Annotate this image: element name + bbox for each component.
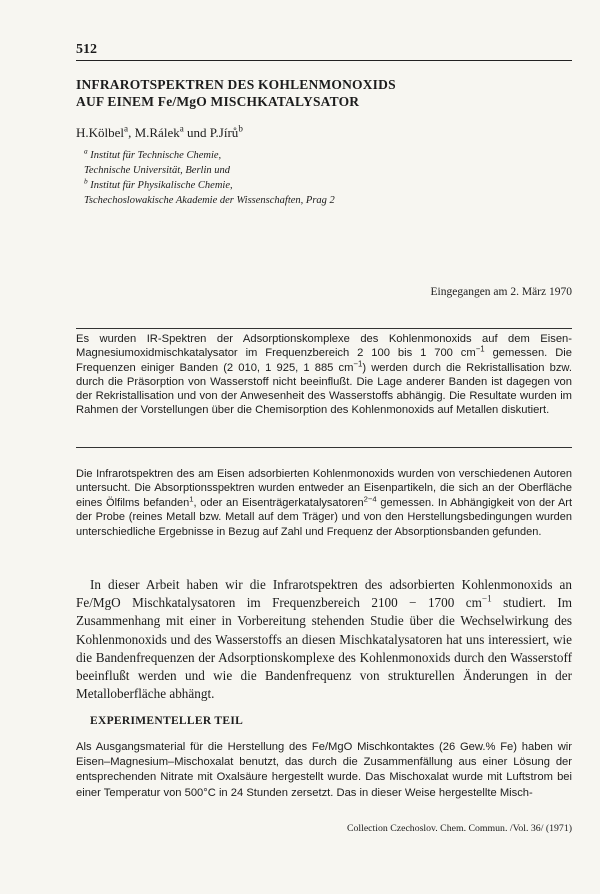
unit-exponent: −1: [481, 593, 492, 604]
title-line-1: INFRAROTSPEKTREN DES KOHLENMONOXIDS: [76, 77, 396, 92]
intro-paragraph-2: [76, 576, 572, 703]
author-2-affil: a: [179, 123, 184, 134]
reference-marker: 1: [189, 494, 194, 504]
author-separator: ,: [128, 125, 135, 140]
abstract: [76, 332, 572, 418]
intro-text: studiert. Im Zusammenhang mit einer in Vorbereitung stehenden Studie über die Wechselwirkung des Kohlenmonoxids und des Wasserstoffs an diesen Mischkatalysatoren hat uns interessiert, wie die Bandenfrequenzen der Adsorptionskomplexe des Kohlenmonoxids durch den Wasserstoff beeinflußt werden und wie die Bandenfrequenz von strukturellen Änderungen in der Metalloberfläche abhängt.: [76, 595, 572, 702]
article-title: [76, 76, 576, 110]
affiliation-b-line-1: [84, 178, 564, 193]
author-separator: und: [183, 125, 210, 140]
author-1-affil: a: [124, 123, 129, 134]
author-1: H.Kölbel: [76, 125, 125, 140]
received-date: Eingegangen am 2. März 1970: [430, 286, 572, 298]
affiliation-b-text: Institut für Physikalische Chemie,: [90, 180, 233, 191]
affiliation-a-text: Institut für Technische Chemie,: [90, 150, 222, 161]
experimental-paragraph: Als Ausgangsmaterial für die Herstellung des Fe/MgO Mischkontaktes (26 Gew.% Fe) haben wir Eisen–Magnesium–Mischoxalat benutzt, das durch die Zusammenfällung aus einer Lösung der entsprechenden Nitrate mit Oxalsäure hergestellt wurde. Das Mischoxalat wurde mit Luftstrom bei einer Temperatur von 500°C in 24 Stunden zersetzt. Das in dieser Weise hergestellte Misch-: [76, 741, 572, 799]
abstract-rule-bottom: [76, 447, 572, 448]
abstract-text: ) werden durch die Rekristallisation bzw. durch die Präsorption von Wasserstoff nicht beeinflußt. Die Lage anderer Banden ist dagegen von der Rekristallisation und von der Anwesenheit des Wasserstoffs abhängig. Die Resultate wurden im Rahmen der Vorstellungen über die Chemisorption des Kohlenmonoxids auf Metallen diskutiert.: [76, 361, 572, 417]
abstract-unit-exp: −1: [475, 344, 485, 354]
intro-text: Die Infrarotspektren des am Eisen adsorbierten Kohlenmonoxids wurden von verschiedenen Autoren untersucht. Die Absorptionsspektren wurden entweder an Eisenpartikeln, die sich an der Oberfläche eines Ölfilms befanden: [76, 468, 572, 509]
author-3-affil: b: [238, 123, 243, 134]
author-3: P.Jírů: [209, 125, 239, 140]
abstract-rule-top: [76, 328, 572, 329]
author-list: [76, 125, 243, 141]
affiliations: [84, 148, 564, 208]
section-heading: EXPERIMENTELLER TEIL: [90, 715, 244, 727]
intro-text: gemessen. In Abhängigkeit von der Art der Probe (reines Metall bzw. Metall auf dem Träger) und von den Herstellungsbedingungen wurden unterschiedliche Ergebnisse in Bezug auf Zahl und Frequenz der Absorptionsbanden gefunden.: [76, 496, 572, 538]
page-number: 512: [76, 42, 97, 57]
intro-text: In dieser Arbeit haben wir die Infrarotspektren des adsorbierten Kohlenmonoxids an Fe/MgO Mischkatalysatoren im Frequenzbereich 2100 − 1700 cm: [76, 577, 572, 611]
affiliation-a-line-2: Technische Universität, Berlin und: [84, 165, 231, 176]
affiliation-b-marker: b: [84, 176, 88, 186]
affiliation-a-line-1: [84, 148, 564, 163]
intro-text: , oder an Eisenträgerkatalysatoren: [193, 496, 364, 509]
intro-paragraph-1: [76, 467, 572, 539]
title-line-2: AUF EINEM Fe/MgO MISCHKATALYSATOR: [76, 94, 360, 109]
abstract-text: gemessen. Die Frequenzen einiger Banden (2 010, 1 925, 1 885 cm: [76, 347, 572, 374]
abstract-unit-exp: −1: [353, 358, 363, 368]
abstract-text: Es wurden IR-Spektren der Adsorptionskomplexe des Kohlenmonoxids auf dem Eisen-Magnesiumoxidmischkatalysator im Frequenzbereich 2 100 bis 1 700 cm: [76, 333, 572, 360]
header-rule: [76, 60, 572, 61]
affiliation-a-marker: a: [84, 146, 88, 156]
author-2: M.Rálek: [134, 125, 180, 140]
affiliation-b-line-2: Tschechoslowakische Akademie der Wissenschaften, Prag 2: [84, 195, 335, 206]
journal-footer: Collection Czechoslov. Chem. Commun. /Vol. 36/ (1971): [346, 823, 572, 834]
reference-marker: 2−4: [363, 494, 377, 504]
